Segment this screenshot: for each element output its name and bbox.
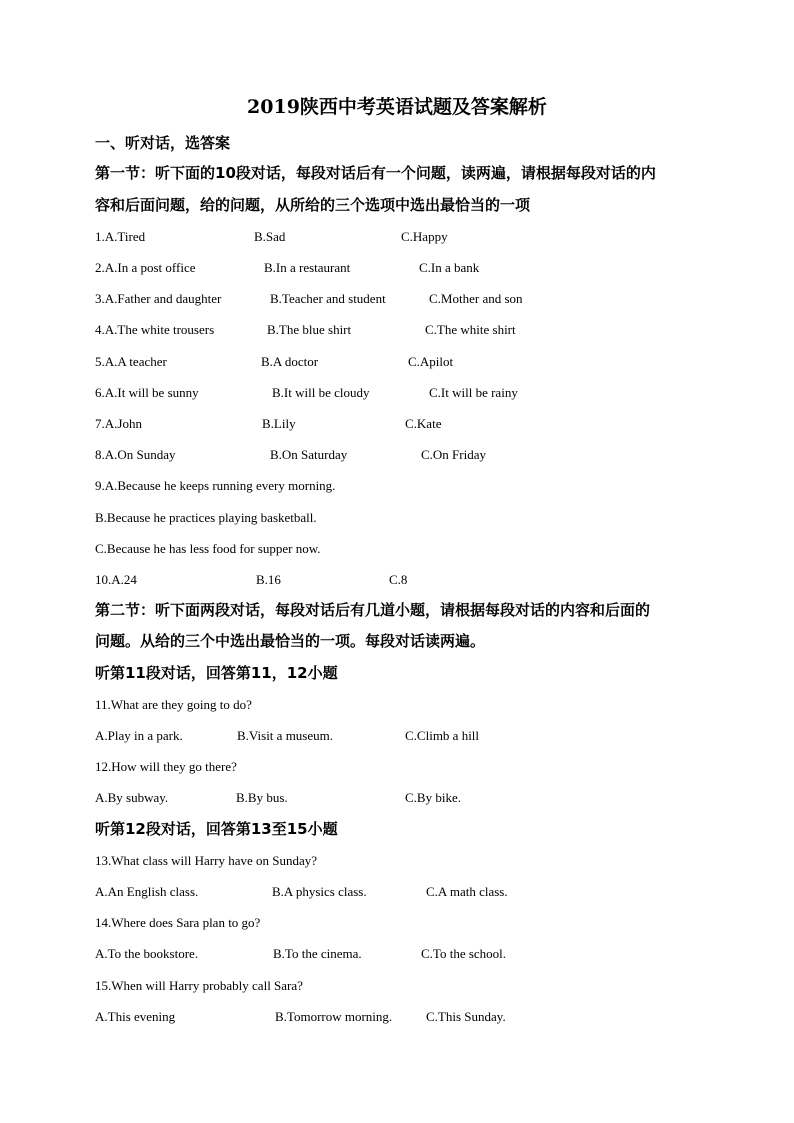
q2-option-b: B.In a restaurant <box>264 260 351 275</box>
q9-option-b: B.Because he practices playing basketball. <box>95 510 317 525</box>
q9-option-a: 9.A.Because he keeps running every morning. <box>95 478 336 493</box>
q5-option-b: B.A doctor <box>261 354 319 369</box>
q1-option-c: C.Happy <box>401 229 448 244</box>
q7-option-b: B.Lily <box>262 416 296 431</box>
dialog11-heading: 听第11段对话，回答第11，12小题 <box>95 664 338 682</box>
q13-stem: 13.What class will Harry have on Sunday? <box>95 853 318 868</box>
q3-option-c: C.Mother and son <box>429 291 523 306</box>
q10-option-a: 10.A.24 <box>95 572 137 587</box>
q3-option-b: B.Teacher and student <box>270 291 386 306</box>
q6-option-a: 6.A.It will be sunny <box>95 385 199 400</box>
q14-option-c: C.To the school. <box>421 946 507 961</box>
q10-option-c: C.8 <box>389 572 408 587</box>
q1-option-a: 1.A.Tired <box>95 229 146 244</box>
q5-option-c: C.Apilot <box>408 354 454 369</box>
q13-option-b: B.A physics class. <box>272 884 367 899</box>
page-title: 2019陕西中考英语试题及答案解析 <box>247 96 547 118</box>
q5-option-a: 5.A.A teacher <box>95 354 167 369</box>
q14-option-b: B.To the cinema. <box>273 946 362 961</box>
q11-stem: 11.What are they going to do? <box>95 697 252 712</box>
q8-option-b: B.On Saturday <box>270 447 348 462</box>
section2-intro-line2: 问题。从给的三个中选出最恰当的一项。每段对话读两遍。 <box>95 632 486 650</box>
q11-option-c: C.Climb a hill <box>405 728 480 743</box>
q15-stem: 15.When will Harry probably call Sara? <box>95 978 303 993</box>
section2-intro-line1: 第二节：听下面两段对话，每段对话后有几道小题，请根据每段对话的内容和后面的 <box>95 601 651 619</box>
q4-option-b: B.The blue shirt <box>267 322 352 337</box>
q12-stem: 12.How will they go there? <box>95 759 237 774</box>
q15-option-a: A.This evening <box>95 1009 176 1024</box>
q11-option-a: A.Play in a park. <box>95 728 183 743</box>
q13-option-a: A.An English class. <box>95 884 199 899</box>
q12-option-c: C.By bike. <box>405 790 461 805</box>
q8-option-a: 8.A.On Sunday <box>95 447 176 462</box>
part1-heading: 一、听对话，选答案 <box>95 134 231 152</box>
q7-option-c: C.Kate <box>405 416 442 431</box>
q6-option-b: B.It will be cloudy <box>272 385 370 400</box>
q14-option-a: A.To the bookstore. <box>95 946 199 961</box>
section1-intro-line2: 容和后面问题，给的问题，从所给的三个选项中选出最恰当的一项 <box>95 196 531 214</box>
q6-option-c: C.It will be rainy <box>429 385 518 400</box>
q7-option-a: 7.A.John <box>95 416 142 431</box>
q14-stem: 14.Where does Sara plan to go? <box>95 915 261 930</box>
dialog12-heading: 听第12段对话，回答第13至15小题 <box>95 820 338 838</box>
q10-option-b: B.16 <box>256 572 281 587</box>
q2-option-c: C.In a bank <box>419 260 480 275</box>
q1-option-b: B.Sad <box>254 229 286 244</box>
q12-option-b: B.By bus. <box>236 790 288 805</box>
q9-option-c: C.Because he has less food for supper now. <box>95 541 321 556</box>
q15-option-c: C.This Sunday. <box>426 1009 506 1024</box>
q4-option-a: 4.A.The white trousers <box>95 322 215 337</box>
q12-option-a: A.By subway. <box>95 790 169 805</box>
q4-option-c: C.The white shirt <box>425 322 516 337</box>
q2-option-a: 2.A.In a post office <box>95 260 196 275</box>
section1-intro-line1: 第一节：听下面的10段对话，每段对话后有一个问题，读两遍，请根据每段对话的内 <box>95 164 656 182</box>
q8-option-c: C.On Friday <box>421 447 486 462</box>
q3-option-a: 3.A.Father and daughter <box>95 291 222 306</box>
q11-option-b: B.Visit a museum. <box>237 728 333 743</box>
q13-option-c: C.A math class. <box>426 884 508 899</box>
q15-option-b: B.Tomorrow morning. <box>275 1009 393 1024</box>
